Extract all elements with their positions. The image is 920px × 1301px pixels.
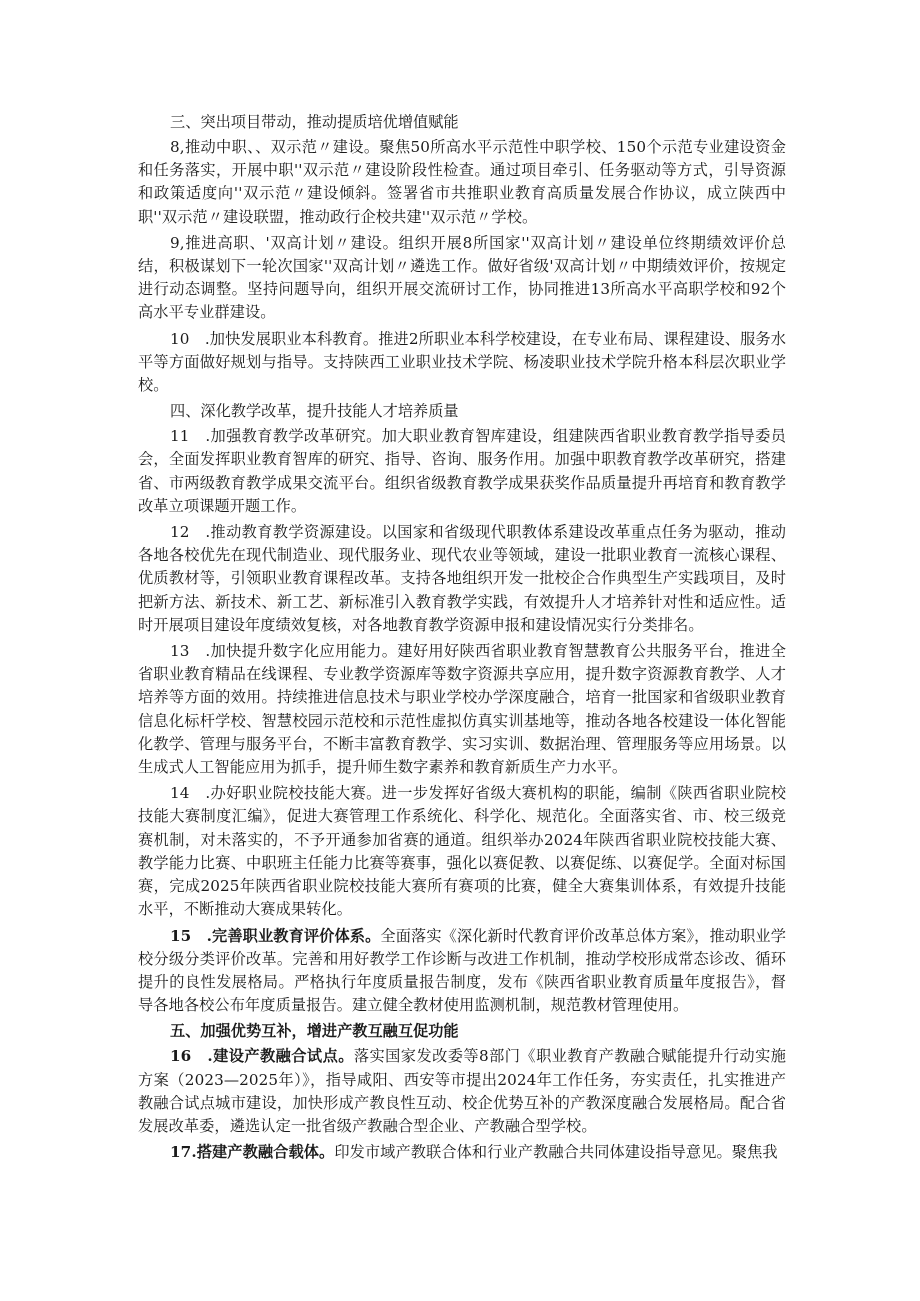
paragraph-text: 全面落实《深化新时代教育评价改革总体方案》，推动职业学校分级分类评价改革。完善和用好教学工作诊断与改进工作机制，推动学校形成常态诊改、循环提升的良性发展格局。严格执行年度质量报告制度，发布《陕西省职业教育质量年度报告》，督导各地各校公布年度质量报告。建立健全教材使用监测机制，规范教材管理使用。 — [138, 926, 786, 1015]
paragraph — [138, 925, 786, 1018]
paragraph-text: 11 .加强教育教学改革研究。加大职业教育智库建设，组建陕西省职业教育教学指导委员会，全面发挥职业教育智库的研究、指导、咨询、服务作用。加强中职教育教学改革研究，搭建省、市两级教育教学成果交流平台。组织省级教育教学成果获奖作品质量提升再培育和教育教学改革立项课题开题工作。 — [138, 427, 786, 515]
paragraph-text: 落实国家发改委等8部门《职业教育产教融合赋能提升行动实施方案（2023—2025年）》，指导咸阳、西安等市提出2024年工作任务，夯实责任，扎实推进产教融合试点城市建设，加快形成产教良性互动、校企优势互补的产教深度融合发展格局。配合省发展改革委，遴选认定一批省级产教融合型企业、产教融合型学校。 — [138, 1047, 786, 1135]
section-heading: 五、加强优势互补，增进产教互融互促功能 — [170, 1022, 459, 1041]
paragraph — [138, 1045, 786, 1138]
section-heading: 三、突出项目带动，推动提质培优增值赋能 — [170, 113, 459, 131]
paragraph-text: 13 .加快提升数字化应用能力。建好用好陕西省职业教育智慧教育公共服务平台，推进全省职业教育精品在线课程、专业教学资源库等数字资源共享应用，提升数字资源教育教学、人才培养等方面的效用。持续推进信息技术与职业学校办学深度融合，培育一批国家和省级职业教育信息化标杆学校、智慧校园示范校和示范性虚拟仿真实训基地等，推动各地各校建设一体化智能化教学、管理与服务平台，不断丰富教育教学、实习实训、数据治理、管理服务等应用场景。以生成式人工智能应用为抓手，提升师生数字素养和教育新质生产力水平。 — [138, 642, 786, 777]
paragraph-lead: 17.搭建产教融合载体。 — [170, 1143, 335, 1162]
paragraph — [138, 782, 786, 921]
paragraph-lead: 15 .完善职业教育评价体系。 — [170, 926, 381, 945]
paragraph-text: 8,推动中职、、双示范〃建设。聚焦50所高水平示范性中职学校、150个示范专业建设资金和任务落实，开展中职''双示范〃建设阶段性检查。通过项目牵引、任务驱动等方式，引导资源和政策适度向''双示范〃建设倾斜。签署省市共推职业教育高质量发展合作协议，成立陕西中职''双示范〃建设联盟，推动政行企校共建''双示范〃学校。 — [138, 138, 786, 226]
paragraph — [138, 136, 786, 229]
paragraph — [138, 328, 786, 398]
paragraph-text: 14 .办好职业院校技能大赛。进一步发挥好省级大赛机构的职能，编制《陕西省职业院校技能大赛制度汇编》，促进大赛管理工作系统化、科学化、规范化。全面落实省、市、校三级竞赛机制，对未落实的，不予开通参加省赛的通道。组织举办2024年陕西省职业院校技能大赛、教学能力比赛、中职班主任能力比赛等赛事，强化以赛促教、以赛促练、以赛促学。全面对标国赛，完成2025年陕西省职业院校技能大赛所有赛项的比赛，健全大赛集训体系，有效提升技能水平，不断推动大赛成果转化。 — [138, 784, 786, 919]
paragraph-text: 印发市域产教联合体和行业产教融合共同体建设指导意见。聚焦我 — [334, 1143, 778, 1162]
paragraph — [138, 425, 786, 518]
paragraph — [138, 1141, 786, 1164]
section-heading: 四、深化教学改革，提升技能人才培养质量 — [170, 402, 459, 421]
paragraph — [138, 232, 786, 325]
paragraph — [138, 521, 786, 637]
paragraph-text: 12 .推动教育教学资源建设。以国家和省级现代职教体系建设改革重点任务为驱动，推动各地各校优先在现代制造业、现代服务业、现代农业等领域，建设一批职业教育一流核心课程、优质教材等，引领职业教育课程改革。支持各地组织开发一批校企合作典型生产实践项目，及时把新方法、新技术、新工艺、新标准引入教育教学实践，有效提升人才培养针对性和适应性。适时开展项目建设年度绩效复核，对各地教育教学资源申报和建设情况实行分类排名。 — [138, 523, 786, 634]
paragraph-text: 9,推进高职、'双高计划〃建设。组织开展8所国家''双高计划〃建设单位终期绩效评价总结，积极谋划下一轮次国家''双高计划〃遴选工作。做好省级'双高计划〃中期绩效评价，按规定进行动态调整。坚持问题导向，组织开展交流研讨工作，协同推进13所高水平高职学校和92个高水平专业群建设。 — [138, 233, 786, 322]
paragraph-text: 10 .加快发展职业本科教育。推进2所职业本科学校建设，在专业布局、课程建设、服务水平等方面做好规划与指导。支持陕西工业职业技术学院、杨凌职业技术学院升格本科层次职业学校。 — [138, 329, 786, 395]
paragraph — [138, 640, 786, 779]
paragraph-lead: 16 .建设产教融合试点。 — [170, 1047, 354, 1066]
document-page — [138, 111, 786, 1164]
